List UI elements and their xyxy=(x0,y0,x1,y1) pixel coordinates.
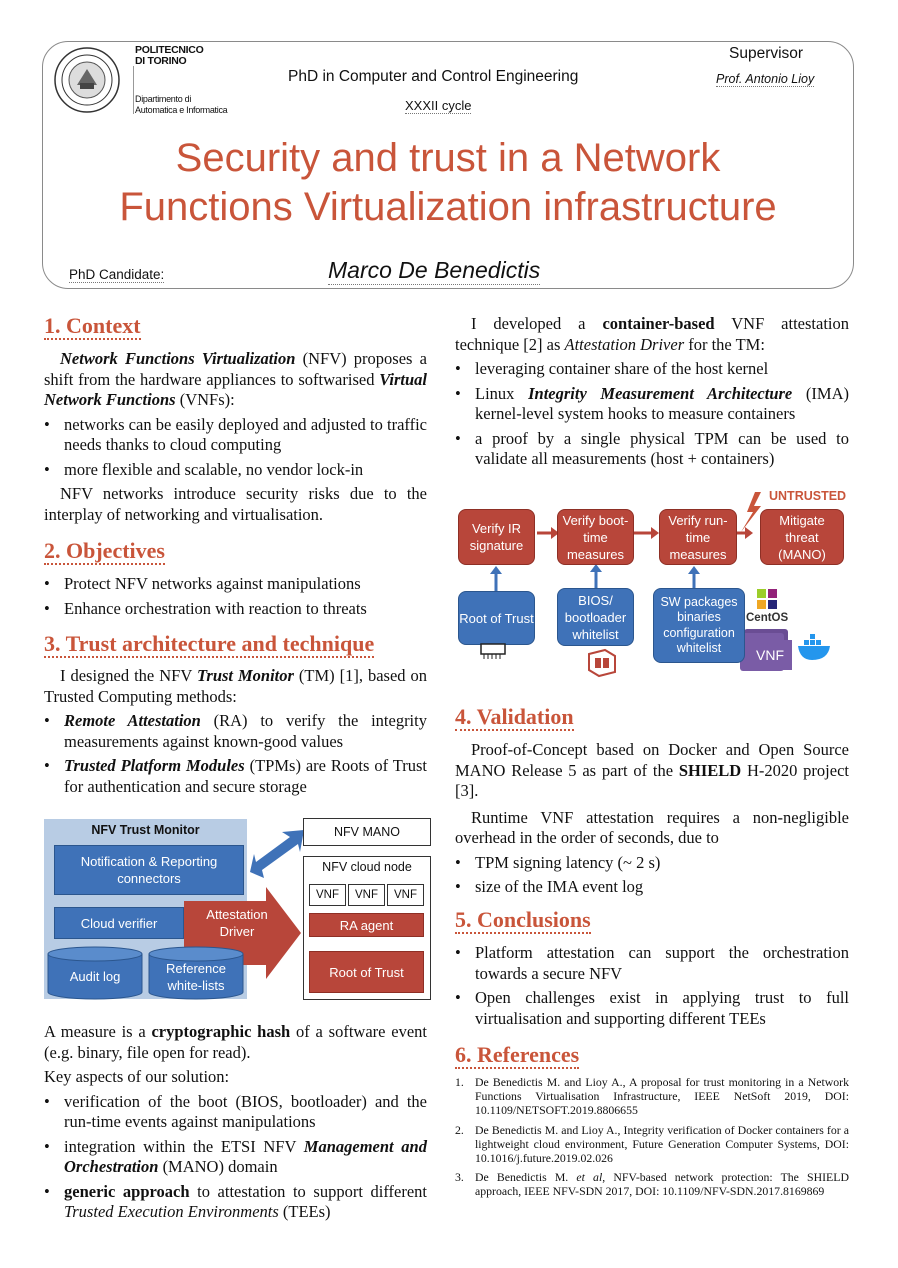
supervisor-name: Prof. Antonio Lioy xyxy=(716,72,815,86)
centos-label: CentOS xyxy=(746,612,789,624)
container-bullet: • a proof by a single physical TPM can be used to validate all measurements (host + containers) xyxy=(455,429,849,470)
tm-mano-arrow xyxy=(246,824,306,880)
key-aspect-bullet: • verification of the boot (BIOS, bootloader) and the run-time events against manipulations xyxy=(44,1092,427,1133)
tpm-chip-icon xyxy=(478,641,508,661)
root-of-trust-box: Root of Trust xyxy=(458,591,535,645)
conclusions-bullet: • Platform attestation can support the orchestration towards a secure NFV xyxy=(455,943,849,984)
heading-trust: 3. Trust architecture and technique xyxy=(44,631,375,656)
supervisor-label: Supervisor xyxy=(729,45,804,62)
vnf-stack-front: VNF xyxy=(748,640,792,670)
nfv-cloud-node-label: NFV cloud node xyxy=(322,860,412,874)
program-name: PhD in Computer and Control Engineering xyxy=(288,68,579,85)
bios-whitelist-box: BIOS/ bootloader whitelist xyxy=(557,588,634,646)
polito-seal-logo xyxy=(52,45,122,115)
container-bullet: • Linux Integrity Measurement Architecture (IMA) kernel-level system hooks to measure containers xyxy=(455,384,849,425)
trust-bullet: • Trusted Platform Modules (TPMs) are Roots of Trust for authentication and secure storage xyxy=(44,756,427,797)
heading-context: 1. Context xyxy=(44,313,141,338)
context-bullet: • more flexible and scalable, no vendor lock-in xyxy=(44,460,427,481)
key-aspect-bullet: • generic approach to attestation to support different Trusted Execution Environments (TEEs) xyxy=(44,1182,427,1223)
trust-monitor-title: NFV Trust Monitor xyxy=(91,823,200,837)
poster-title: Security and trust in a Network Functions Virtualization infrastructure xyxy=(119,136,777,229)
mitigate-threat-box: Mitigate threat (MANO) xyxy=(760,509,844,565)
trust-bullet: • Remote Attestation (RA) to verify the integrity measurements against known-good values xyxy=(44,711,427,752)
context-body: Network Functions Virtualization (NFV) proposes a shift from the hardware appliances to softwarised Virtual Network Functions (VNFs): • networks can be easily deployed and adjusted to traffic needs thanks to cloud computing • more flexible and scalable, no vendor lock-in NFV networks introduce security risks due to the interplay of networking and virtualisation. xyxy=(44,349,427,525)
audit-log-label: Audit log xyxy=(69,969,121,984)
reference-item: 3. De Benedictis M. et al, NFV-based network protection: The SHIELD approach, IEEE NFV-SDN 2017, DOI: 10.1109/NFV-SDN.2017.8169869 xyxy=(455,1170,849,1199)
trust-body: I designed the NFV Trust Monitor (TM) [1], based on Trusted Computing methods: • Remote Attestation (RA) to verify the integrity measurements against known-good values • Trusted Platform Modules (TPMs) are Roots of Trust for authentication and secure storage xyxy=(44,666,427,801)
candidate-name: Marco De Benedictis xyxy=(328,257,541,283)
department-name: Dipartimento di Automatica e Informatica xyxy=(135,94,228,115)
heading-conclusions: 5. Conclusions xyxy=(455,907,591,932)
verify-boot-box: Verify boot-time measures xyxy=(557,509,634,565)
validation-body: Proof-of-Concept based on Docker and Open Source MANO Release 5 as part of the SHIELD H-2020 project [3]. Runtime VNF attestation requires a non-negligible overhead in the order of seconds, due to • TPM signing latency (~ 2 s) • size of the IMA event log xyxy=(455,740,849,902)
sw-whitelist-box: SW packages binaries configuration whitelist xyxy=(653,588,745,663)
logo-divider xyxy=(133,66,134,114)
verify-runtime-box: Verify run-time measures xyxy=(659,509,737,565)
institution-name: POLITECNICO DI TORINO xyxy=(135,44,204,67)
attestation-driver-label: Attestation Driver xyxy=(206,907,268,939)
candidate-label: PhD Candidate: xyxy=(69,267,165,282)
cycle: XXXII cycle xyxy=(405,98,472,113)
vnf-box: VNF xyxy=(309,884,346,906)
reference-whitelists-label: Reference white-lists xyxy=(166,961,226,993)
validation-bullet: • TPM signing latency (~ 2 s) xyxy=(455,853,849,874)
vnf-box: VNF xyxy=(348,884,385,906)
untrusted-label: UNTRUSTED xyxy=(769,489,847,503)
references-list xyxy=(455,1075,849,1204)
conclusions-bullet: • Open challenges exist in applying trust to full virtualisation and supporting different TEEs xyxy=(455,988,849,1029)
cloud-verifier-box: Cloud verifier xyxy=(54,907,184,939)
vnf-box: VNF xyxy=(387,884,424,906)
docker-whale-icon xyxy=(796,630,834,662)
notification-connectors-box: Notification & Reporting connectors xyxy=(54,845,244,895)
container-body: I developed a container-based VNF attestation technique [2] as Attestation Driver for the TM: • leveraging container share of the host kernel • Linux Integrity Measurement Architecture (IMA) kernel-level system hooks to measure containers • a proof by a single physical TPM can be used to validate all measurements (host + containers) xyxy=(455,314,849,474)
objectives-body xyxy=(44,574,427,623)
context-bullet: • networks can be easily deployed and adjusted to traffic needs thanks to cloud computing xyxy=(44,415,427,456)
trust-body-continued: A measure is a cryptographic hash of a software event (e.g. binary, file open for read). Key aspects of our solution: • verification of the boot (BIOS, bootloader) and the run-time events against manipulations • integration within the ETSI NFV Management and Orchestration (MANO) domain • generic approach to attestation to support different Trusted Execution Environments (TEEs) xyxy=(44,1022,427,1227)
heading-validation: 4. Validation xyxy=(455,704,574,729)
uefi-logo-icon xyxy=(585,648,619,678)
nfv-mano-box: NFV MANO xyxy=(303,818,431,846)
reference-item: 1. De Benedictis M. and Lioy A., A proposal for trust monitoring in a Network Functions Virtualisation Infrastructure, IEEE NetSoft 2019, DOI: 10.1109/NETSOFT.2019.8806655 xyxy=(455,1075,849,1118)
heading-objectives: 2. Objectives xyxy=(44,538,165,563)
root-of-trust-box: Root of Trust xyxy=(309,951,424,993)
ra-agent-box: RA agent xyxy=(309,913,424,937)
heading-references: 6. References xyxy=(455,1042,580,1067)
verify-ir-box: Verify IR signature xyxy=(458,509,535,565)
objectives-bullet: • Protect NFV networks against manipulations xyxy=(44,574,427,595)
validation-bullet: • size of the IMA event log xyxy=(455,877,849,898)
reference-item: 2. De Benedictis M. and Lioy A., Integrity verification of Docker containers for a lightweight cloud environment, Future Generation Computer Systems, DOI: 10.1016/j.future.2019.02.026 xyxy=(455,1122,849,1166)
key-aspect-bullet: • integration within the ETSI NFV Management and Orchestration (MANO) domain xyxy=(44,1137,427,1178)
conclusions-body xyxy=(455,943,849,1033)
container-bullet: • leveraging container share of the host kernel xyxy=(455,359,849,380)
centos-logo-icon xyxy=(754,586,780,612)
objectives-bullet: • Enhance orchestration with reaction to threats xyxy=(44,599,427,620)
